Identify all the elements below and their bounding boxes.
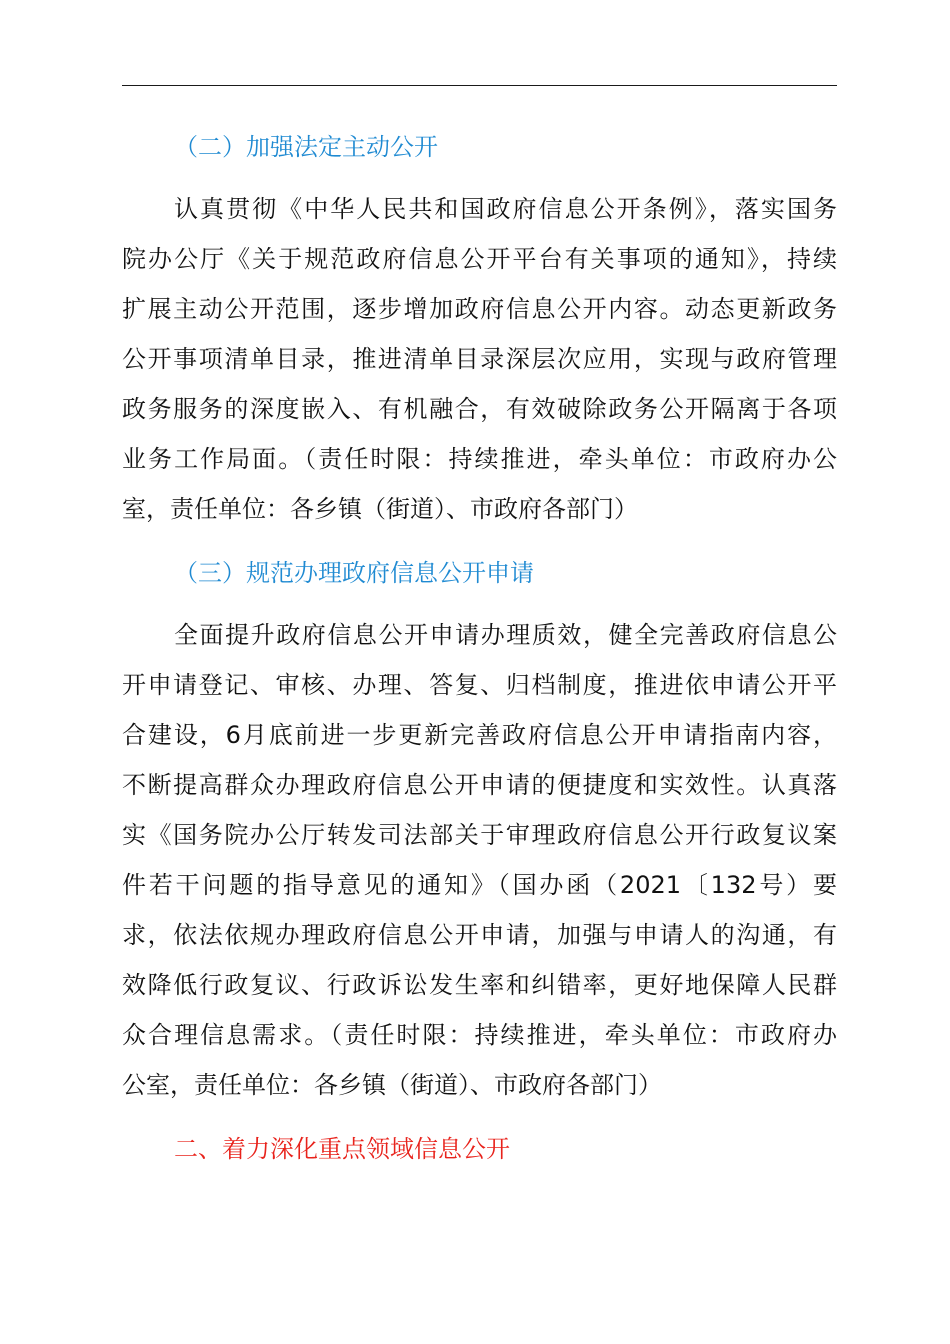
paragraph-line: 认真贯彻《中华人民共和国政府信息公开条例》，落实国务 xyxy=(174,195,837,223)
section-paragraph-2 xyxy=(122,184,837,534)
paragraph-line: 众合理信息需求。（责任时限：持续推进，牵头单位：市政府办 xyxy=(122,1021,837,1049)
part-heading-2: 二、着力深化重点领域信息公开 xyxy=(174,1135,510,1163)
section-paragraph-3 xyxy=(122,610,837,1110)
paragraph-line: 实《国务院办公厅转发司法部关于审理政府信息公开行政复议案 xyxy=(122,821,837,849)
paragraph-line: 开申请登记、审核、办理、答复、归档制度，推进依申请公开平 xyxy=(122,671,837,699)
paragraph-line: 合建设，6月底前进一步更新完善政府信息公开申请指南内容， xyxy=(122,721,837,749)
paragraph-line: 业务工作局面。（责任时限：持续推进，牵头单位：市政府办公 xyxy=(122,445,837,473)
paragraph-line: 件若干问题的指导意见的通知》（国办函（2021〔132号）要 xyxy=(122,871,837,899)
paragraph-line: 室，责任单位：各乡镇（街道）、市政府各部门） xyxy=(122,495,638,523)
paragraph-line: 公室，责任单位：各乡镇（街道）、市政府各部门） xyxy=(122,1071,662,1099)
paragraph-line: 公开事项清单目录，推进清单目录深层次应用，实现与政府管理 xyxy=(122,345,837,373)
paragraph-line: 院办公厅《关于规范政府信息公开平台有关事项的通知》，持续 xyxy=(122,245,837,273)
paragraph-line: 政务服务的深度嵌入、有机融合，有效破除政务公开隔离于各项 xyxy=(122,395,837,423)
paragraph-line: 求，依法依规办理政府信息公开申请，加强与申请人的沟通，有 xyxy=(122,921,837,949)
paragraph-line: 不断提高群众办理政府信息公开申请的便捷度和实效性。认真落 xyxy=(122,771,837,799)
section-heading-3: （三）规范办理政府信息公开申请 xyxy=(174,559,534,587)
header-rule xyxy=(122,85,837,86)
paragraph-line: 效降低行政复议、行政诉讼发生率和纠错率，更好地保障人民群 xyxy=(122,971,837,999)
document-body xyxy=(122,122,837,1186)
section-heading-2: （二）加强法定主动公开 xyxy=(174,133,438,161)
paragraph-line: 扩展主动公开范围，逐步增加政府信息公开内容。动态更新政务 xyxy=(122,295,837,323)
paragraph-line: 全面提升政府信息公开申请办理质效，健全完善政府信息公 xyxy=(174,621,837,649)
